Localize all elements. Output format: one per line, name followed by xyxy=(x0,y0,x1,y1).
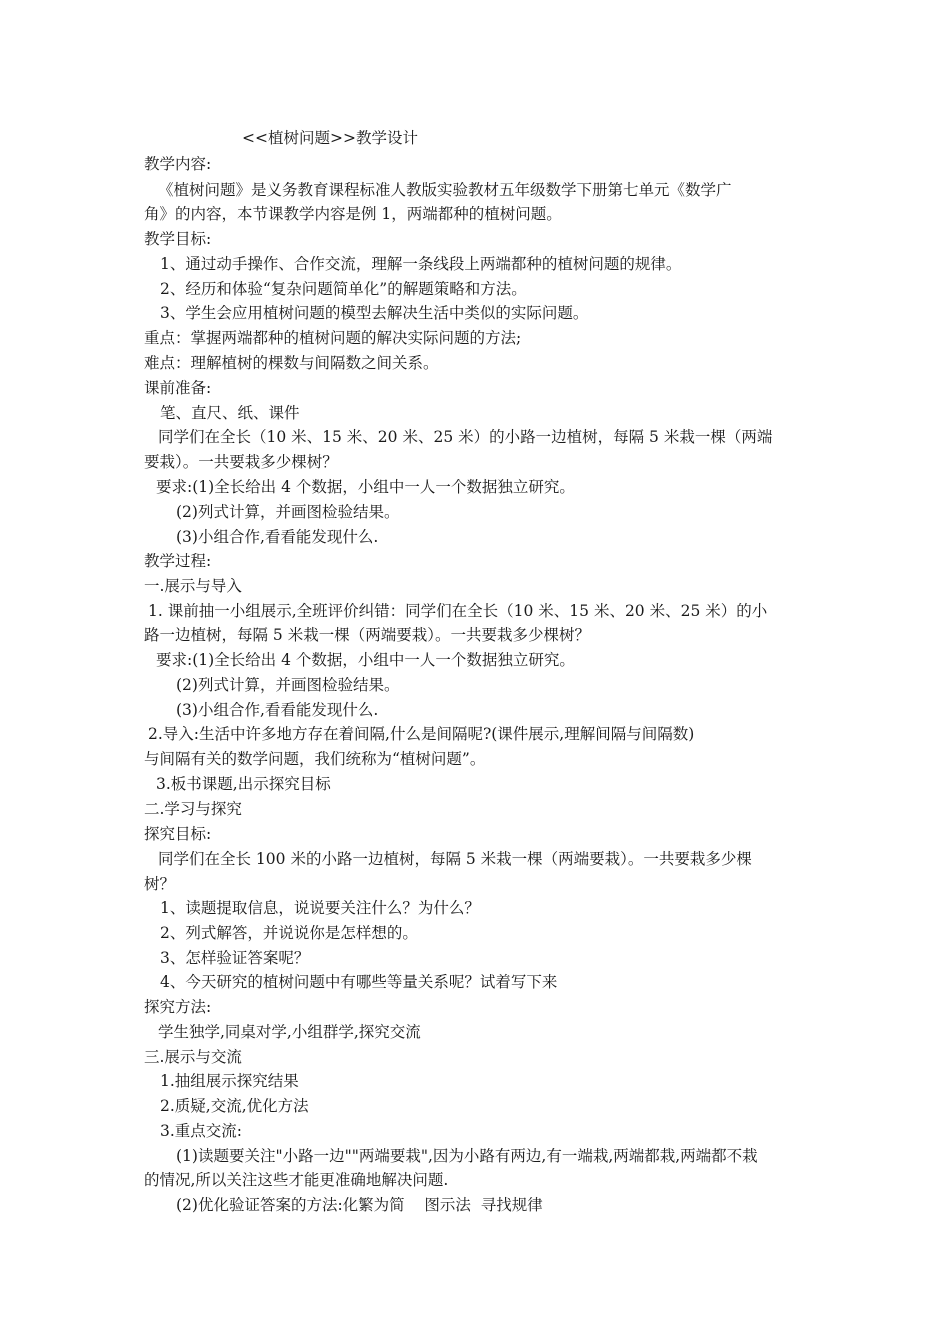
paragraph-line: 《植树问题》是义务教育课程标准人教版实验教材五年级数学下册第七单元《数学广 xyxy=(158,181,732,199)
list-item: 1、通过动手操作、合作交流，理解一条线段上两端都种的植树问题的规律。 xyxy=(160,255,682,273)
paragraph-line: 与间隔有关的数学问题，我们统称为“植树问题”。 xyxy=(144,750,486,768)
list-item: 2、列式解答，并说说你是怎样想的。 xyxy=(160,924,418,942)
section-heading: 教学过程: xyxy=(144,552,212,570)
paragraph-line: 笔、直尺、纸、课件 xyxy=(160,404,300,422)
list-item: 3.重点交流: xyxy=(160,1122,243,1140)
list-item: 要求:(1)全长给出 4 个数据，小组中一人一个数据独立研究。 xyxy=(156,651,575,669)
list-item: (3)小组合作,看看能发现什么. xyxy=(176,701,379,719)
paragraph-line: 1. 课前抽一小组展示,全班评价纠错：同学们在全长（10 米、15 米、20 米、25 米）的小 xyxy=(148,602,768,620)
paragraph-line: (2)优化验证答案的方法:化繁为简 图示法 寻找规律 xyxy=(176,1196,543,1214)
section-heading: 教学内容: xyxy=(144,155,212,173)
paragraph-line: 角》的内容，本节课教学内容是例 1，两端都种的植树问题。 xyxy=(144,205,562,223)
paragraph-line: 重点：掌握两端都种的植树问题的解决实际问题的方法; xyxy=(144,329,522,347)
paragraph-line: 同学们在全长（10 米、15 米、20 米、25 米）的小路一边植树，每隔 5 米栽一棵（两端 xyxy=(158,428,773,446)
section-heading: 二.学习与探究 xyxy=(144,800,242,818)
paragraph-line: 同学们在全长 100 米的小路一边植树，每隔 5 米栽一棵（两端要栽）。一共要栽多少棵 xyxy=(158,850,752,868)
list-item: (3)小组合作,看看能发现什么. xyxy=(176,528,379,546)
paragraph-line: 2.导入:生活中许多地方存在着间隔,什么是间隔呢?(课件展示,理解间隔与间隔数) xyxy=(148,725,695,743)
paragraph-line: 难点：理解植树的棵数与间隔数之间关系。 xyxy=(144,354,439,372)
paragraph-line: (1)读题要关注"小路一边""两端要栽",因为小路有两边,有一端栽,两端都栽,两端都不栽 xyxy=(176,1147,758,1165)
section-heading: 三.展示与交流 xyxy=(144,1048,242,1066)
paragraph-line: 要栽）。一共要栽多少棵树？ xyxy=(144,453,338,471)
list-item: 3、学生会应用植树问题的模型去解决生活中类似的实际问题。 xyxy=(160,304,589,322)
paragraph-line: 树？ xyxy=(144,875,176,893)
list-item: 4、今天研究的植树问题中有哪些等量关系呢？试着写下来 xyxy=(160,973,558,991)
list-item: 1、读题提取信息，说说要关注什么？为什么？ xyxy=(160,899,480,917)
list-item: 2.质疑,交流,优化方法 xyxy=(160,1097,309,1115)
list-item: 要求:(1)全长给出 4 个数据，小组中一人一个数据独立研究。 xyxy=(156,478,575,496)
list-item: (2)列式计算，并画图检验结果。 xyxy=(176,676,400,694)
document-title: <<植树问题>>教学设计 xyxy=(242,129,418,147)
paragraph-line: 3.板书课题,出示探究目标 xyxy=(156,775,331,793)
list-item: 2、经历和体验“复杂问题简单化”的解题策略和方法。 xyxy=(160,280,527,298)
section-heading: 教学目标: xyxy=(144,230,212,248)
paragraph-line: 的情况,所以关注这些才能更准确地解决问题. xyxy=(144,1171,449,1189)
list-item: 3、怎样验证答案呢？ xyxy=(160,949,310,967)
paragraph-line: 学生独学,同桌对学,小组群学,探究交流 xyxy=(158,1023,421,1041)
list-item: (2)列式计算，并画图检验结果。 xyxy=(176,503,400,521)
section-heading: 一.展示与导入 xyxy=(144,577,242,595)
section-heading: 探究方法: xyxy=(144,998,212,1016)
paragraph-line: 路一边植树，每隔 5 米栽一棵（两端要栽）。一共要栽多少棵树？ xyxy=(144,626,590,644)
list-item: 1.抽组展示探究结果 xyxy=(160,1072,299,1090)
section-heading: 探究目标: xyxy=(144,825,212,843)
section-heading: 课前准备: xyxy=(144,379,212,397)
